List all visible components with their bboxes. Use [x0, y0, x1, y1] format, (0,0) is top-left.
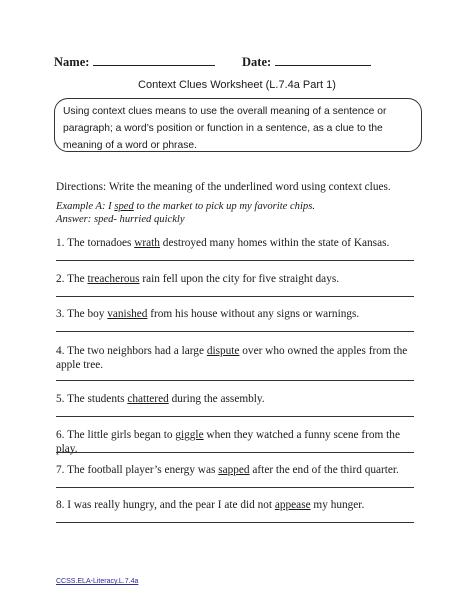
name-label: Name: [54, 55, 90, 69]
question-8-word: appease [274, 499, 311, 511]
definition-text: Using context clues means to use the overall meaning of a sentence or paragraph; a word’s position or function in a sentence, as a clue to the meaning of a word or phrase. [63, 106, 387, 151]
answer-line-2[interactable] [56, 296, 414, 297]
question-5-word: chattered [127, 393, 169, 405]
worksheet-title: Context Clues Worksheet (L.7.4a Part 1) [138, 79, 336, 91]
name-field [54, 54, 215, 70]
date-blank[interactable] [275, 54, 371, 66]
question-3-word: vanished [107, 308, 148, 320]
date-label: Date: [242, 55, 272, 69]
question-6: 6. The little girls began to giggle when they watched a funny scene from the play. [56, 429, 400, 455]
directions-text: Directions: Write the meaning of the underlined word using context clues. [56, 181, 391, 193]
question-6-word: giggle [175, 429, 204, 441]
example-answer: Answer: sped- hurried quickly [56, 214, 185, 225]
question-1-word: wrath [134, 237, 160, 249]
question-2: 2. The treacherous rain fell upon the city for five straight days. [56, 273, 340, 285]
answer-line-3[interactable] [56, 331, 414, 332]
question-7-word: sapped [218, 464, 250, 476]
question-1: 1. The tornadoes wrath destroyed many homes within the state of Kansas. [56, 237, 390, 249]
question-8: 8. I was really hungry, and the pear I ate did not appease my hunger. [56, 499, 365, 511]
example-word: sped [114, 201, 134, 212]
definition-box [54, 98, 422, 152]
question-3: 3. The boy vanished from his house without any signs or warnings. [56, 308, 360, 320]
answer-line-8[interactable] [56, 522, 414, 523]
answer-line-6[interactable] [56, 452, 414, 453]
question-2-word: treacherous [87, 273, 140, 285]
example-sentence: Example A: I sped to the market to pick up my favorite chips. [56, 201, 315, 212]
name-blank[interactable] [93, 54, 215, 66]
question-7: 7. The football player’s energy was sapped after the end of the third quarter. [56, 464, 399, 476]
question-4: 4. The two neighbors had a large dispute over who owned the apples from the apple tree. [56, 345, 408, 371]
answer-line-7[interactable] [56, 487, 414, 488]
question-4-word: dispute [206, 345, 240, 357]
answer-line-5[interactable] [56, 416, 414, 417]
answer-line-1[interactable] [56, 260, 414, 261]
example-block [56, 200, 315, 226]
answer-line-4[interactable] [56, 380, 414, 381]
date-field [242, 54, 371, 70]
question-5: 5. The students chattered during the assembly. [56, 393, 265, 405]
standard-link[interactable]: CCSS.ELA-Literacy.L.7.4a [56, 578, 139, 585]
